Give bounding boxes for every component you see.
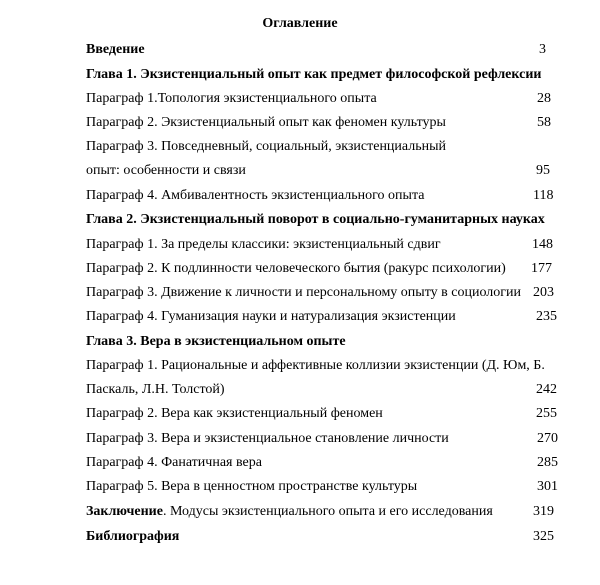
toc-ch3-p4-page: 285 xyxy=(537,455,558,470)
toc-ch1-p4-title: Параграф 4. Амбивалентность экзистенциального опыта xyxy=(86,188,425,203)
toc-ch2-p4-page: 235 xyxy=(536,309,557,324)
toc-title: Оглавление xyxy=(262,16,338,31)
toc-conclusion xyxy=(86,502,493,522)
toc-ch1-p3-page: 95 xyxy=(536,163,550,178)
toc-ch1-p1-title: Параграф 1.Топология экзистенциального опыта xyxy=(86,91,377,106)
toc-ch2-p3-page: 203 xyxy=(533,285,554,300)
toc-ch2-p2-page: 177 xyxy=(531,261,552,276)
toc-ch3-p1-title-line1: Параграф 1. Рациональные и аффективные коллизии экзистенции (Д. Юм, Б. xyxy=(86,358,545,373)
toc-chapter1-title: Глава 1. Экзистенциальный опыт как предмет философской рефлексии xyxy=(86,67,542,82)
toc-ch1-p3-title-line2: опыт: особенности и связи xyxy=(86,163,246,178)
toc-intro-title: Введение xyxy=(86,42,145,57)
toc-ch1-p3-title-line1: Параграф 3. Повседневный, социальный, экзистенциальный xyxy=(86,139,447,154)
toc-chapter3-title: Глава 3. Вера в экзистенциальном опыте xyxy=(86,334,346,349)
toc-ch3-p1-page: 242 xyxy=(536,382,557,397)
toc-ch2-p4-title: Параграф 4. Гуманизация науки и натурализация экзистенции xyxy=(86,309,456,324)
toc-ch3-p2-title: Параграф 2. Вера как экзистенциальный феномен xyxy=(86,406,383,421)
toc-bibliography-page: 325 xyxy=(533,529,554,544)
toc-ch1-p2-title: Параграф 2. Экзистенциальный опыт как феномен культуры xyxy=(86,115,446,130)
toc-ch1-p4-page: 118 xyxy=(533,188,554,203)
toc-ch3-p3-title: Параграф 3. Вера и экзистенциальное становление личности xyxy=(86,431,449,446)
toc-conclusion-page: 319 xyxy=(533,504,554,519)
toc-ch2-p3-title: Параграф 3. Движение к личности и персональному опыту в социологии xyxy=(86,285,521,300)
toc-ch3-p2-page: 255 xyxy=(536,406,557,421)
toc-conclusion-label: Заключение xyxy=(86,504,163,519)
toc-ch3-p4-title: Параграф 4. Фанатичная вера xyxy=(86,455,262,470)
toc-chapter2-title: Глава 2. Экзистенциальный поворот в социально-гуманитарных науках xyxy=(86,212,545,227)
toc-ch1-p2-page: 58 xyxy=(537,115,551,130)
toc-ch3-p5-title: Параграф 5. Вера в ценностном пространстве культуры xyxy=(86,479,418,494)
toc-ch1-p1-page: 28 xyxy=(537,91,551,106)
toc-ch3-p1-title-line2: Паскаль, Л.Н. Толстой) xyxy=(86,382,225,397)
toc-ch2-p1-page: 148 xyxy=(532,237,553,252)
toc-ch3-p5-page: 301 xyxy=(537,479,558,494)
toc-ch2-p1-title: Параграф 1. За пределы классики: экзистенциальный сдвиг xyxy=(86,237,441,252)
toc-ch2-p2-title: Параграф 2. К подлинности человеческого бытия (ракурс психологии) xyxy=(86,261,506,276)
toc-intro-page: 3 xyxy=(539,42,546,57)
toc-conclusion-rest: . Модусы экзистенциального опыта и его исследования xyxy=(162,504,493,519)
toc-bibliography-title: Библиография xyxy=(86,529,180,544)
toc-ch3-p3-page: 270 xyxy=(537,431,558,446)
